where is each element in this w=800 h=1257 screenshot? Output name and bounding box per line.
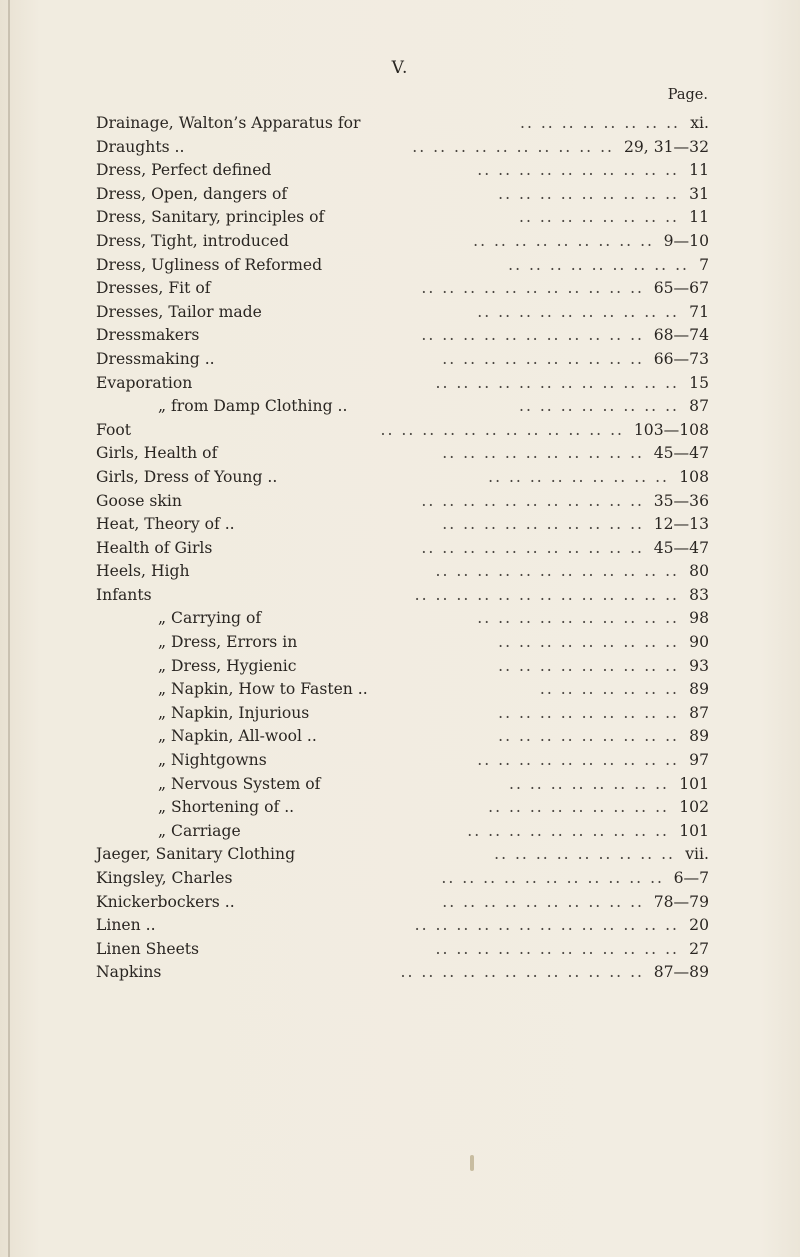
index-subentry <box>96 796 709 820</box>
index-entry <box>96 301 709 325</box>
index-term: Health of Girls <box>96 538 213 557</box>
page-reference: 89 <box>689 680 709 699</box>
dot-leader: .. .. .. .. .. .. .. .. .. <box>498 703 679 722</box>
index-subentry <box>96 607 709 631</box>
dot-leader: .. .. .. .. .. .. .. .. <box>518 208 679 227</box>
page-reference: 68—74 <box>653 326 709 345</box>
index-entry <box>96 938 709 962</box>
page-reference: 45—47 <box>653 538 709 557</box>
index-entry <box>96 230 709 254</box>
page-reference: 29, 31—32 <box>623 137 709 156</box>
dot-leader: .. .. .. .. .. .. .. .. .. .. .. <box>421 326 644 345</box>
index-entry <box>96 136 709 160</box>
dot-leader: .. .. .. .. .. .. .. .. .. <box>498 184 679 203</box>
index-subentry <box>96 773 709 797</box>
index-subentry <box>96 631 709 655</box>
index-term: Napkins <box>96 963 162 982</box>
dot-leader: .. .. .. .. .. .. .. .. .. .. <box>442 349 644 368</box>
page-reference: 11 <box>689 161 709 180</box>
index-subentry <box>96 678 709 702</box>
dot-leader: .. .. .. .. .. .. .. .. .. .. <box>477 302 679 321</box>
page-reference: 97 <box>689 751 709 770</box>
dot-leader: .. .. .. .. .. .. .. .. .. .. .. .. <box>380 420 624 439</box>
index-term: Evaporation <box>96 373 193 392</box>
index-term: Dresses, Fit of <box>96 279 211 298</box>
page-reference: 103—108 <box>633 420 709 439</box>
index-term: Dresses, Tailor made <box>96 302 262 321</box>
page-reference: 9—10 <box>663 231 709 250</box>
dot-leader: .. .. .. .. .. .. .. .. .. <box>488 467 669 486</box>
dot-leader: .. .. .. .. .. .. .. .. .. .. .. .. <box>435 562 679 581</box>
index-term: „ Napkin, All-wool .. <box>158 727 317 746</box>
dot-leader: .. .. .. .. .. .. .. .. .. .. .. .. <box>400 963 644 982</box>
page-reference: 6—7 <box>673 869 709 887</box>
page-reference: 90 <box>689 633 709 652</box>
index-subentry <box>96 820 709 844</box>
page-reference: 108 <box>679 467 709 486</box>
index-entry <box>96 560 709 584</box>
page-reference: 12—13 <box>653 515 709 534</box>
dot-leader: .. .. .. .. .. .. .. .. .. <box>498 727 679 746</box>
dot-leader: .. .. .. .. .. .. .. .. .. .. .. .. .. <box>414 916 679 935</box>
dot-leader: .. .. .. .. .. .. .. .. .. .. <box>442 444 644 463</box>
index-term: „ Carriage <box>158 821 241 840</box>
dot-leader: .. .. .. .. .. .. .. .. .. .. <box>477 161 679 180</box>
dot-leader: .. .. .. .. .. .. .. .. .. <box>508 255 689 274</box>
index-subentry <box>96 395 709 419</box>
index-entry <box>96 490 709 514</box>
page-reference: vii. <box>685 845 709 864</box>
index-entries <box>96 112 709 985</box>
index-term: Infants <box>96 585 152 604</box>
page-reference: 15 <box>689 373 709 392</box>
dot-leader: .. .. .. .. .. .. .. .. .. .. <box>477 751 679 770</box>
page-reference: 11 <box>689 208 709 227</box>
index-term: Dressmaking .. <box>96 349 215 368</box>
page-edge <box>8 0 10 1257</box>
index-term: Dress, Open, dangers of <box>96 184 288 203</box>
index-term: „ Carrying of <box>158 609 262 628</box>
index-entry <box>96 466 709 490</box>
index-term: „ Nightgowns <box>158 751 267 770</box>
page-reference: 66—73 <box>653 349 709 368</box>
index-term: Dress, Perfect defined <box>96 161 272 180</box>
page-reference: xi. <box>690 114 709 132</box>
index-term: Girls, Dress of Young .. <box>96 467 278 486</box>
page-column-heading: Page. <box>667 87 708 103</box>
dot-leader: .. .. .. .. .. .. .. .. .. <box>494 845 675 864</box>
index-entry <box>96 513 709 537</box>
index-term: „ Dress, Hygienic <box>158 656 297 675</box>
page-reference: 87—89 <box>653 963 709 982</box>
index-entry <box>96 442 709 466</box>
index-term: Heat, Theory of .. <box>96 515 235 534</box>
index-term: Heels, High <box>96 562 190 581</box>
index-entry <box>96 183 709 207</box>
index-term: Kingsley, Charles <box>96 869 233 887</box>
page-reference: 93 <box>689 656 709 675</box>
dot-leader: .. .. .. .. .. .. .. .. .. .. .. <box>421 538 644 557</box>
page-reference: 71 <box>689 302 709 321</box>
index-term: Draughts .. <box>96 137 185 156</box>
dot-leader: .. .. .. .. .. .. .. .. .. .. <box>412 137 614 156</box>
index-term: Drainage, Walton’s Apparatus for <box>96 114 361 132</box>
dot-leader: .. .. .. .. .. .. .. .. .. .. <box>442 892 644 911</box>
index-term: „ Napkin, Injurious <box>158 703 310 722</box>
index-entry <box>96 159 709 183</box>
dot-leader: .. .. .. .. .. .. .. .. .. <box>473 231 654 250</box>
index-term: Linen .. <box>96 916 156 935</box>
index-entry <box>96 277 709 301</box>
index-subentry <box>96 749 709 773</box>
dot-leader: .. .. .. .. .. .. .. .. .. .. <box>467 821 669 840</box>
page-reference: 87 <box>689 397 709 416</box>
index-term: Knickerbockers .. <box>96 892 235 911</box>
index-term: „ Shortening of .. <box>158 798 295 817</box>
index-entry <box>96 348 709 372</box>
index-subentry <box>96 725 709 749</box>
page-reference: 78—79 <box>653 892 709 911</box>
index-term: Jaeger, Sanitary Clothing <box>96 845 296 864</box>
index-term: „ Napkin, How to Fasten .. <box>158 680 368 699</box>
page-reference: 83 <box>689 585 709 604</box>
index-term: Dress, Tight, introduced <box>96 231 289 250</box>
index-term: Dressmakers <box>96 326 200 345</box>
page-reference: 31 <box>689 184 709 203</box>
dot-leader: .. .. .. .. .. .. .. .. <box>518 397 679 416</box>
index-term: „ Nervous System of <box>158 774 321 793</box>
dot-leader: .. .. .. .. .. .. .. .. .. <box>488 798 669 817</box>
page-reference: 87 <box>689 703 709 722</box>
page-reference: 27 <box>689 939 709 958</box>
dot-leader: .. .. .. .. .. .. .. .. <box>508 774 669 793</box>
index-entry <box>96 206 709 230</box>
dot-leader: .. .. .. .. .. .. .. .. .. <box>498 633 679 652</box>
index-entry <box>96 914 709 938</box>
dot-leader: .. .. .. .. .. .. .. .. .. .. .. .. <box>435 939 679 958</box>
dot-leader: .. .. .. .. .. .. .. .. .. .. .. <box>441 869 664 887</box>
dot-leader: .. .. .. .. .. .. .. .. .. .. .. <box>421 491 644 510</box>
index-term: Goose skin <box>96 491 182 510</box>
page-reference: 101 <box>679 821 709 840</box>
dot-leader: .. .. .. .. .. .. .. .. .. <box>498 656 679 675</box>
index-entry <box>96 537 709 561</box>
dot-leader: .. .. .. .. .. .. .. <box>539 680 679 699</box>
index-term: Dress, Sanitary, principles of <box>96 208 325 227</box>
index-entry <box>96 961 709 985</box>
dot-leader: .. .. .. .. .. .. .. .. <box>519 114 680 132</box>
index-entry <box>96 254 709 278</box>
index-term: Dress, Ugliness of Reformed <box>96 255 323 274</box>
index-term: „ from Damp Clothing .. <box>158 397 348 416</box>
page-reference: 89 <box>689 727 709 746</box>
index-term: Girls, Health of <box>96 444 218 463</box>
page-reference: 7 <box>699 255 709 274</box>
dot-leader: .. .. .. .. .. .. .. .. .. .. <box>477 609 679 628</box>
index-entry <box>96 324 709 348</box>
page-reference: 98 <box>689 609 709 628</box>
index-subentry <box>96 655 709 679</box>
dot-leader: .. .. .. .. .. .. .. .. .. .. .. <box>421 279 644 298</box>
index-entry <box>96 867 709 891</box>
index-term: Foot <box>96 420 132 439</box>
page-number: V. <box>391 58 409 78</box>
index-entry <box>96 891 709 915</box>
page-reference: 45—47 <box>653 444 709 463</box>
index-entry <box>96 372 709 396</box>
page-reference: 80 <box>689 562 709 581</box>
index-term: „ Dress, Errors in <box>158 633 298 652</box>
page-reference: 20 <box>689 916 709 935</box>
page-reference: 65—67 <box>653 279 709 298</box>
dot-leader: .. .. .. .. .. .. .. .. .. .. .. .. <box>435 373 679 392</box>
index-subentry <box>96 702 709 726</box>
dot-leader: .. .. .. .. .. .. .. .. .. .. .. .. .. <box>414 585 679 604</box>
paper-stain <box>470 1155 474 1171</box>
page-reference: 35—36 <box>653 491 709 510</box>
index-entry <box>96 584 709 608</box>
page-reference: 102 <box>679 798 709 817</box>
index-term: Linen Sheets <box>96 939 200 958</box>
index-entry <box>96 112 709 136</box>
index-entry <box>96 419 709 443</box>
index-entry <box>96 843 709 867</box>
page-reference: 101 <box>679 774 709 793</box>
dot-leader: .. .. .. .. .. .. .. .. .. .. <box>442 515 644 534</box>
